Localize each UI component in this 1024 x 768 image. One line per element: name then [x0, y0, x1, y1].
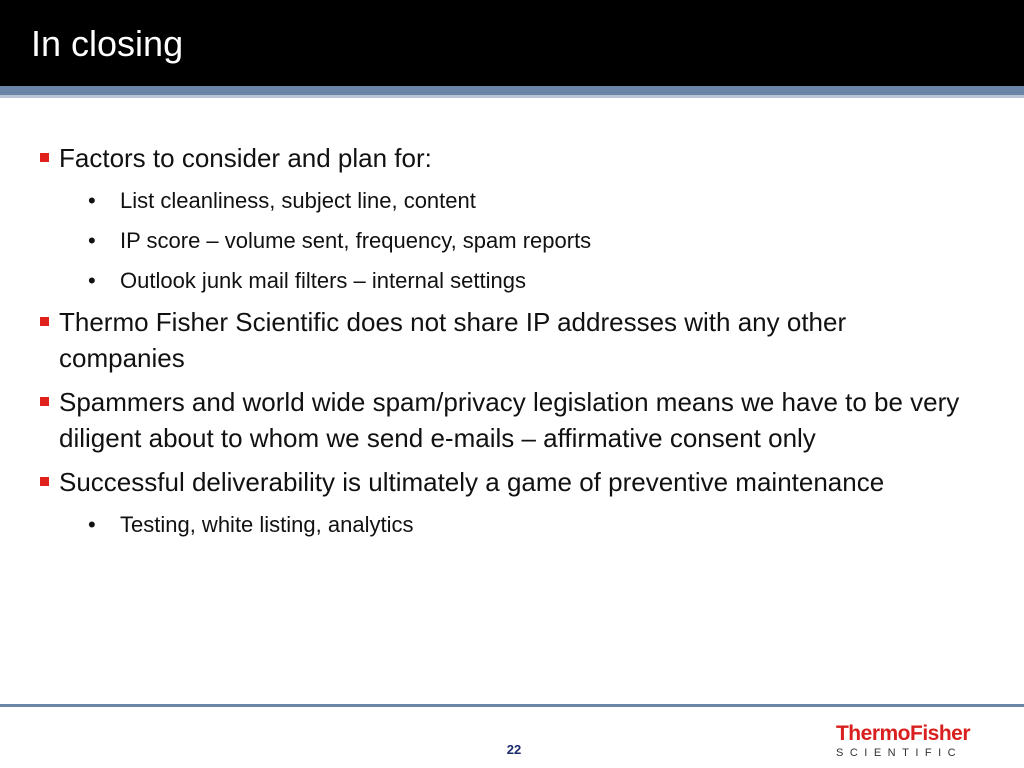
bullet-text: Spammers and world wide spam/privacy legislation means we have to be very diligent about to whom we send e-mails – affirmative consent only	[59, 387, 960, 453]
slide-title: In closing	[31, 23, 184, 64]
square-bullet-icon	[40, 317, 49, 326]
logo-wordmark: ThermoFisher	[835, 722, 971, 745]
bullet-item	[38, 384, 978, 456]
sub-bullet-item	[38, 186, 978, 216]
title-bar	[0, 0, 1024, 86]
sub-bullet-text: Outlook junk mail filters – internal settings	[120, 268, 526, 293]
logo-subtitle: SCIENTIFIC	[836, 747, 963, 759]
bullet-text: Thermo Fisher Scientific does not share IP addresses with any other companies	[59, 307, 847, 373]
sub-bullet-item	[38, 266, 978, 296]
sub-bullet-item	[38, 510, 978, 540]
title-accent-stripe-light	[0, 95, 1024, 98]
dot-bullet-icon: •	[88, 512, 96, 537]
thermo-fisher-logo	[828, 722, 978, 762]
title-accent-stripe	[0, 86, 1024, 95]
sub-bullet-item	[38, 226, 978, 256]
bullet-item	[38, 464, 978, 500]
page-number: 22	[506, 742, 522, 757]
dot-bullet-icon: •	[88, 188, 96, 213]
square-bullet-icon	[40, 477, 49, 486]
footer-divider	[0, 704, 1024, 707]
square-bullet-icon	[40, 153, 49, 162]
square-bullet-icon	[40, 397, 49, 406]
dot-bullet-icon: •	[88, 228, 96, 253]
bullet-text: Successful deliverability is ultimately a game of preventive maintenance	[59, 467, 885, 497]
bullet-item	[38, 304, 978, 376]
dot-bullet-icon: •	[88, 268, 96, 293]
sub-bullet-text: Testing, white listing, analytics	[120, 512, 414, 537]
sub-bullet-text: List cleanliness, subject line, content	[120, 188, 476, 213]
bullet-text: Factors to consider and plan for:	[59, 143, 432, 173]
sub-bullet-text: IP score – volume sent, frequency, spam reports	[120, 228, 592, 253]
slide-body	[38, 140, 978, 540]
bullet-item	[38, 140, 978, 176]
